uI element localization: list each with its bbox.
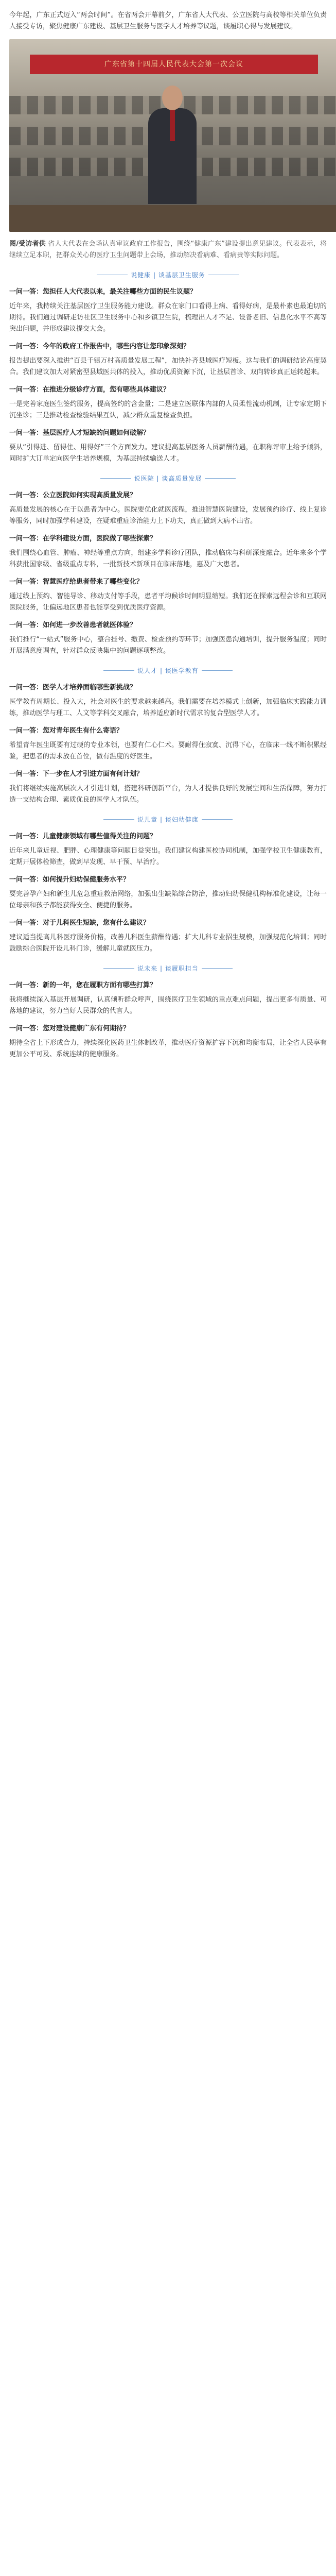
heading-rule [103, 968, 134, 969]
section-heading [9, 270, 327, 279]
question: 一问一答：对于儿科医生短缺，您有什么建议？ [9, 919, 150, 927]
answer: 我们围绕心血管、肿瘤、神经等重点方向，组建多学科诊疗团队，推动临床与科研深度融合。近年来多个学科获批国家级、省级重点专科，一批新技术新项目在临床落地，惠及广大患者。 [9, 549, 327, 568]
question: 一问一答：如何进一步改善患者就医体验？ [9, 621, 137, 629]
heading-rule [100, 478, 131, 479]
question: 一问一答：今年的政府工作报告中，哪些内容让您印象深刻？ [9, 343, 190, 350]
heading-rule [202, 670, 233, 671]
heading-rule [103, 670, 134, 671]
question: 一问一答：在学科建设方面，医院做了哪些探索？ [9, 535, 157, 543]
caption-text: 省人大代表在会场认真审议政府工作报告，围绕“健康广东”建设提出意见建议。代表表示，将继续立足本职，把群众关心的医疗卫生问题带上会场，推动解决看病难、看病贵等实际问题。 [9, 240, 327, 259]
question: 一问一答：下一步在人才引进方面有何计划？ [9, 770, 144, 778]
answer: 近年来，我持续关注基层医疗卫生服务能力建设。群众在家门口看得上病、看得好病，是最朴素也最迫切的期待。我们通过调研走访社区卫生服务中心和乡镇卫生院，梳理出人才不足、设备老旧、信息化水平不高等突出问题，并形成建议提交大会。 [9, 302, 327, 333]
heading-rule [202, 968, 233, 969]
photo-caption [9, 239, 327, 261]
banner-text: 广东省第十四届人民代表大会第一次会议 [104, 60, 243, 69]
question: 一问一答：您对青年医生有什么寄语？ [9, 727, 123, 735]
answer: 建议适当提高儿科医疗服务价格，改善儿科医生薪酬待遇；扩大儿科专业招生规模，加强规范化培训；同时鼓励综合医院开设儿科门诊，缓解儿童就医压力。 [9, 934, 327, 953]
answer: 报告提出要深入推进“百县千镇万村高质量发展工程”，加快补齐县域医疗短板。这与我们的调研结论高度契合。我们建议加大对紧密型县域医共体的投入，推动优质资源下沉，让基层首诊、双向转诊真正运转起来。 [9, 357, 327, 376]
caption-label: 图/受访者供 [9, 240, 46, 248]
section-heading [9, 474, 327, 483]
answer: 要完善孕产妇和新生儿危急重症救治网络，加强出生缺陷综合防治，推动妇幼保健机构标准化建设，让每一位母亲和孩子都能获得安全、便捷的服务。 [9, 890, 327, 909]
section-title: 说未来 | 谈履职担当 [137, 965, 199, 972]
section-title: 说健康 | 谈基层卫生服务 [131, 272, 205, 279]
question: 一问一答：如何提升妇幼保健服务水平？ [9, 876, 130, 884]
question: 一问一答：基层医疗人才短缺的问题如何破解？ [9, 429, 150, 437]
section-heading [9, 815, 327, 824]
question: 一问一答：在推进分级诊疗方面，您有哪些具体建议？ [9, 386, 170, 394]
answer: 我们推行“一站式”服务中心，整合挂号、缴费、检查预约等环节；加强医患沟通培训，提升服务温度；同时开展满意度调查，针对群众反映集中的问题逐项整改。 [9, 636, 327, 655]
answer: 高质量发展的核心在于以患者为中心。医院要优化就医流程，推进智慧医院建设，发展预约诊疗、线上复诊等服务，同时加强学科建设，在疑难重症诊治能力上下功夫，真正做到大病不出省。 [9, 506, 327, 525]
front-desk [9, 205, 336, 232]
question: 一问一答：儿童健康领域有哪些值得关注的问题？ [9, 833, 157, 840]
section-heading [9, 666, 327, 675]
heading-rule [103, 819, 134, 820]
intro-paragraph: 今年起，广东正式迈入“两会时间”。在省两会开幕前夕，广东省人大代表、公立医院与高校等相关单位负责人接受专访，聚焦健康广东建设、基层卫生服务与医学人才培养等议题，谈履职心得与发展建议。 [9, 11, 327, 30]
answer: 我将继续深入基层开展调研，认真倾听群众呼声，围绕医疗卫生领域的重点难点问题，提出更多有质量、可落地的建议，努力当好人民群众的代言人。 [9, 996, 327, 1015]
answer: 期待全省上下形成合力，持续深化医药卫生体制改革，推动医疗资源扩容下沉和均衡布局，让全省人民享有更加公平可及、系统连续的健康服务。 [9, 1039, 327, 1058]
heading-rule [205, 478, 236, 479]
conference-photo [9, 39, 336, 232]
answer: 医学教育周期长、投入大，社会对医生的要求越来越高。我们需要在培养模式上创新，加强临床实践能力训练，推动医学与理工、人文等学科交叉融合，培养适应新时代需求的复合型医学人才。 [9, 698, 327, 717]
question: 一问一答：您对建设健康广东有何期待？ [9, 1025, 130, 1032]
speaker-figure [144, 86, 201, 204]
conference-banner [30, 55, 318, 74]
answer: 要从“引得进、留得住、用得好”三个方面发力。建议提高基层医务人员薪酬待遇，在职称评审上给予倾斜，同时扩大订单定向医学生培养规模，为基层持续输送人才。 [9, 444, 327, 463]
answer: 一是完善家庭医生签约服务，提高签约的含金量；二是建立医联体内部的人员柔性流动机制，让专家定期下沉坐诊；三是推动检查检验结果互认，减少群众重复检查负担。 [9, 400, 327, 419]
section-heading [9, 964, 327, 973]
answer: 通过线上预约、智能导诊、移动支付等手段，患者平均候诊时间明显缩短。我们还在探索远程会诊和互联网医院服务，让偏远地区患者也能享受到优质医疗资源。 [9, 592, 327, 612]
question: 一问一答：智慧医疗给患者带来了哪些变化？ [9, 578, 144, 586]
section-title: 说医院 | 谈高质量发展 [134, 475, 202, 482]
question: 一问一答：医学人才培养面临哪些新挑战？ [9, 684, 137, 691]
section-title: 说人才 | 谈医学教育 [137, 667, 199, 674]
question: 一问一答：新的一年，您在履职方面有哪些打算？ [9, 981, 157, 989]
question: 一问一答：您担任人大代表以来，最关注哪些方面的民生议题？ [9, 288, 197, 296]
heading-rule [202, 819, 233, 820]
section-title: 说儿童 | 谈妇幼健康 [137, 816, 199, 823]
answer: 希望青年医生既要有过硬的专业本领，也要有仁心仁术。要耐得住寂寞、沉得下心，在临床一线不断积累经验，把患者的需求放在首位，做有温度的好医生。 [9, 741, 327, 760]
question: 一问一答：公立医院如何实现高质量发展？ [9, 492, 137, 499]
answer: 我们将继续实施高层次人才引进计划，搭建科研创新平台，为人才提供良好的发展空间和生活保障，努力打造一支结构合理、素质优良的医学人才队伍。 [9, 785, 327, 804]
answer: 近年来儿童近视、肥胖、心理健康等问题日益突出。我们建议构建医校协同机制，加强学校卫生健康教育，定期开展体检筛查，做到早发现、早干预、早治疗。 [9, 847, 327, 866]
